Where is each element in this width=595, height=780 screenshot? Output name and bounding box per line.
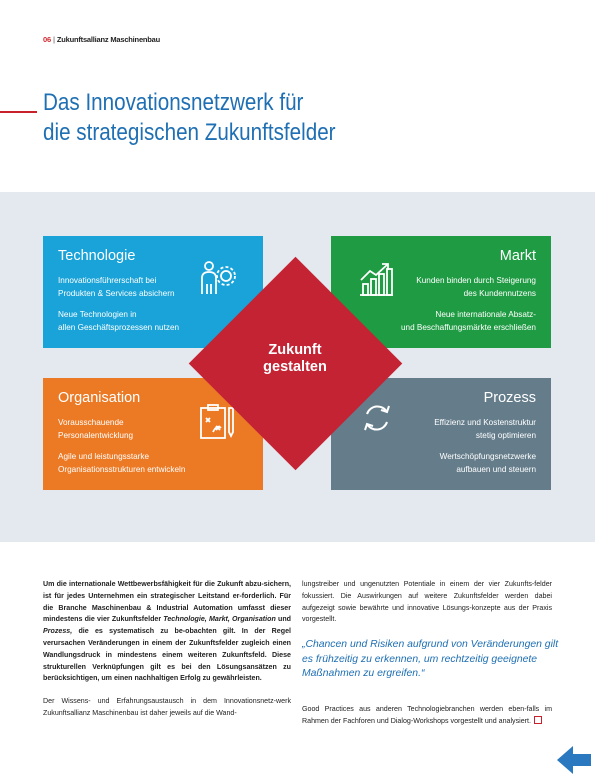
text-line: Organisationsstrukturen entwickeln xyxy=(58,465,186,474)
pull-quote: „Chancen und Risiken aufgrund von Veränderungen gilt es frühzeitig zu erkennen, um rechtzeitig geeignete Maßnahmen zu ergreifen.“ xyxy=(302,639,559,679)
text-line: Personalentwicklung xyxy=(58,431,134,440)
header-separator: | xyxy=(52,35,55,44)
growth-chart-icon xyxy=(357,260,395,298)
box-prozess-heading: Prozess xyxy=(483,390,536,406)
box-prozess-text-1 xyxy=(434,416,536,442)
keyword: Technologie, Markt, Organisation xyxy=(163,615,276,624)
text-line: Wertschöpfungsnetzwerke xyxy=(439,452,536,461)
header-section: Zukunftsallianz Maschinenbau xyxy=(56,35,161,44)
title-accent-line xyxy=(0,111,37,113)
text-line: Innovationsführerschaft bei xyxy=(58,276,157,285)
paragraph: lungstreiber und ungenutzten Potentiale in einem der vier Zukunfts-felder fokussiert. Die Auswirkungen auf weitere Zukunftsfelder werden dabei aufgezeigt sowie bewährte und innovative Lösungs-konzepte aus der Praxis vorgestellt. xyxy=(302,580,552,624)
text-line: Neue internationale Absatz- xyxy=(435,310,536,319)
center-label xyxy=(245,342,345,376)
text-run: die es systematisch zu be-obachten gilt. In der Regel verursachen Veränderungen in einem der Zukunftsfelder zugleich einen Wandlungsdruck in mindestens einem weiteren Zukunftsfeld. Diese strukturellen Verknüpfungen gilt es bei den Lösungsansätzen zu berücksichtigen, um einen nachhaltigen Erfolg zu gewährleisten. xyxy=(43,627,291,683)
box-organisation-text-1 xyxy=(58,416,133,442)
text-line: Kunden binden durch Steigerung xyxy=(416,276,536,285)
text-line: und Beschaffungsmärkte erschließen xyxy=(400,323,536,332)
title-line-1: Das Innovationsnetzwerk für xyxy=(43,89,304,116)
previous-page-arrow-icon[interactable] xyxy=(556,744,592,776)
clipboard-plan-icon xyxy=(197,402,237,442)
person-gear-icon xyxy=(198,258,238,298)
title-line-2: die strategischen Zukunftsfelder xyxy=(43,119,336,146)
text-line: Produkten & Services absichern xyxy=(58,289,175,298)
paragraph-good-practices xyxy=(302,704,552,728)
text-line: Effizienz und Kostenstruktur xyxy=(434,418,536,427)
cycle-arrows-icon xyxy=(359,400,395,436)
box-prozess-text-2 xyxy=(440,450,536,476)
text-line: Agile und leistungsstarke xyxy=(58,452,150,461)
running-header xyxy=(43,35,160,44)
center-label-line-1: Zukunft xyxy=(268,342,322,358)
box-markt-text-1 xyxy=(416,274,536,300)
text-line: aufbauen und steuern xyxy=(456,465,536,474)
body-column-1 xyxy=(43,579,291,720)
keyword: Prozess, xyxy=(43,627,73,636)
page-number: 06 xyxy=(43,35,51,44)
page-title xyxy=(43,88,336,148)
box-technologie-text-1 xyxy=(58,274,175,300)
box-markt-text-2 xyxy=(401,308,536,334)
intro-paragraph xyxy=(43,579,291,685)
text-run: Um die internationale Wettbewerbsfähigkeit für die Zukunft abzu-sichern, ist für jedes Unternehmen ein strategischer Leitstand er-forderlich. Für die Branche Maschinenbau & Industrial Automation umfasst dieser mindestens die vier Zukunftsfelder xyxy=(43,580,291,624)
body-column-2 xyxy=(302,579,552,626)
box-organisation-text-2 xyxy=(58,450,185,476)
text-line: Vorausschauende xyxy=(58,418,124,427)
box-markt-heading: Markt xyxy=(499,248,536,264)
box-organisation-heading: Organisation xyxy=(58,390,141,406)
box-technologie-text-2 xyxy=(58,308,179,334)
text-line: allen Geschäftsprozessen nutzen xyxy=(58,323,180,332)
text-line: des Kundennutzens xyxy=(463,289,536,298)
center-label-line-2: gestalten xyxy=(263,359,327,375)
end-mark xyxy=(534,716,542,724)
text-line: Neue Technologien in xyxy=(58,310,137,319)
text-run: Good Practices aus anderen Technologiebranchen werden eben-falls im Rahmen der Fachforen und Dialog-Workshops vorgestellt und analysiert. xyxy=(302,705,552,725)
text-line: stetig optimieren xyxy=(475,431,536,440)
text-run: und xyxy=(275,615,291,624)
paragraph: Der Wissens- und Erfahrungsaustausch in dem Innovationsnetz-werk Zukunftsallianz Maschinenbau ist daher jeweils auf die Wand- xyxy=(43,697,291,717)
box-technologie-heading: Technologie xyxy=(58,248,136,264)
